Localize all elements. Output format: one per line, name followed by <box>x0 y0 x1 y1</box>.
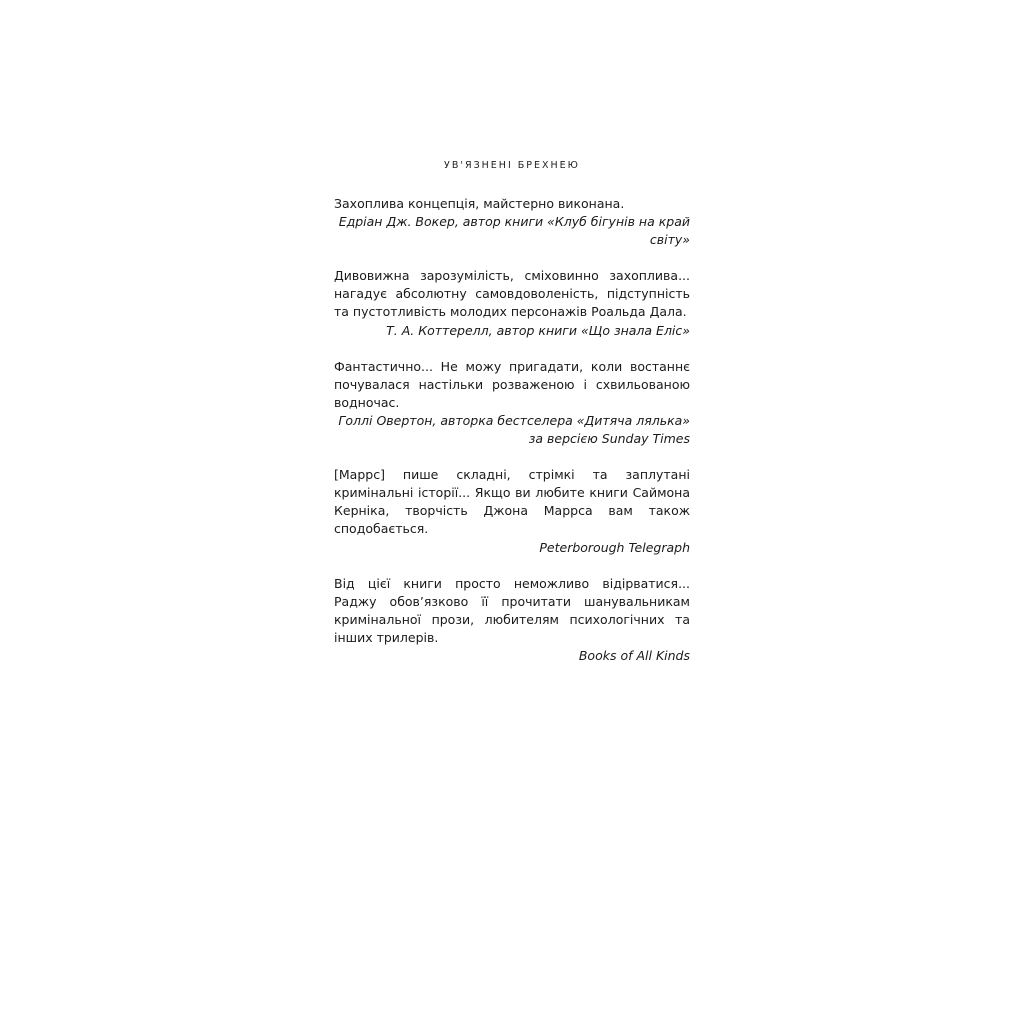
review-quote: Дивовижна зарозумілість, сміховинно захоплива... нагадує абсолютну самовдоволеність, підступність та пустотливість молодих персонажів Роальда Дала. <box>334 268 690 320</box>
review-blurb <box>334 195 690 249</box>
review-attribution-source: за версією Sunday Times <box>528 431 690 447</box>
review-quote: Фантастично... Не можу пригадати, коли востаннє почувалася настільки розваженою і схвильованою водночас. <box>334 358 690 410</box>
review-attribution: Books of All Kinds <box>578 647 690 663</box>
review-quote: Захоплива концепція, майстерно виконана. <box>334 196 625 211</box>
review-attribution: Т. А. Коттерелл, автор книги «Що знала Еліс» <box>386 322 690 338</box>
review-quote: Від цієї книги просто неможливо відірватися... Раджу обов’язково її прочитати шанувальникам кримінальної прози, любителям психологічних та інших трилерів. <box>334 575 690 645</box>
review-attribution: Peterborough Telegraph <box>539 539 690 555</box>
review-attribution: Едріан Дж. Вокер, автор книги «Клуб бігунів на край світу» <box>338 214 690 248</box>
review-blurb <box>334 358 690 448</box>
running-head: УВ'ЯЗНЕНІ БРЕХНЕЮ <box>444 160 580 171</box>
book-page <box>334 160 690 683</box>
review-attribution: Голлі Овертон, авторка бестселера «Дитяча лялька» <box>338 412 690 428</box>
review-blurb <box>334 466 690 556</box>
review-quote: [Маррс] пише складні, стрімкі та заплутані кримінальні історії... Якщо ви любите книги Саймона Керніка, творчість Джона Маррса вам також сподобається. <box>334 467 690 537</box>
review-blurb <box>334 267 690 339</box>
review-blurb <box>334 575 690 665</box>
